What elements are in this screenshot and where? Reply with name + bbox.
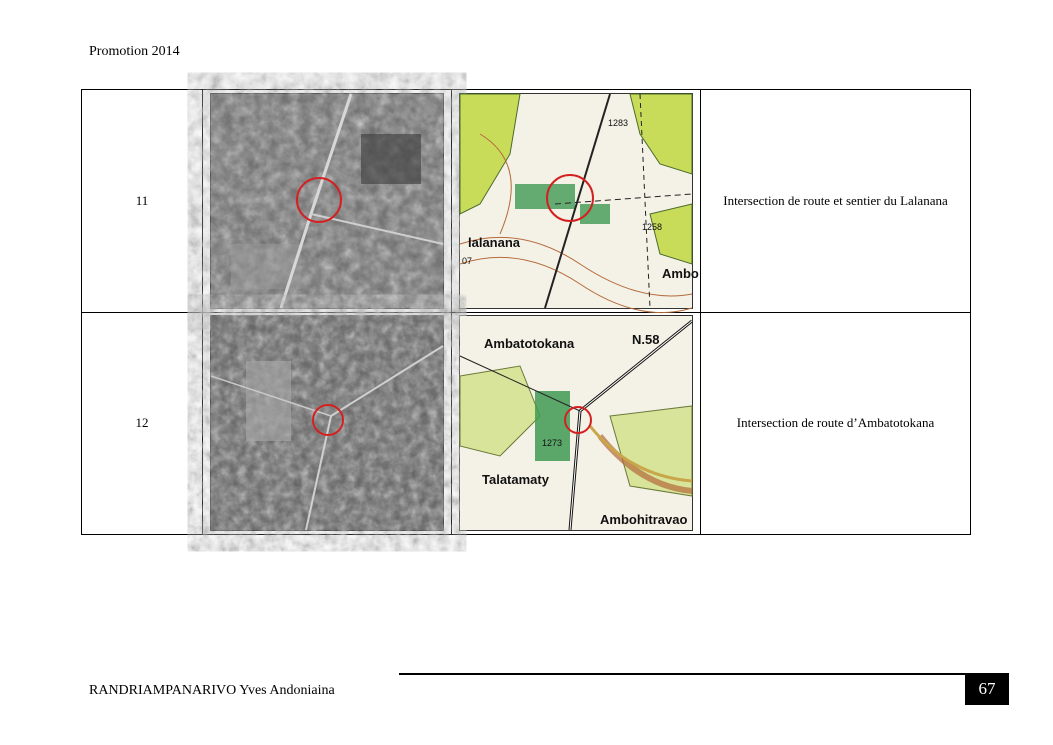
topographic-map [459,93,699,309]
map-label: 1258 [642,221,663,232]
topo-map-cell [452,312,701,535]
aerial-photo-cell [203,312,452,535]
point-description: Intersection de route et sentier du Lalanana [701,90,971,313]
map-label: Ambatotokana [484,336,575,352]
map-label: Talatamaty [482,472,549,488]
map-label: N.58 [632,332,660,348]
map-label: Ambohitravao [600,512,688,528]
map-label: 1283 [608,117,629,128]
map-label: Ambo [662,265,699,281]
point-number: 11 [82,90,203,313]
footer-author: RANDRIAMPANARIVO Yves Andoniaina [89,683,335,698]
map-label: lalanana [468,234,521,250]
page-number: 67 [965,673,1009,705]
footer-rule [399,673,965,675]
point-description: Intersection de route d’Ambatotokana [701,312,971,535]
table-row [82,312,971,535]
map-label: 07 [462,255,473,266]
table-row [82,90,971,313]
header-promotion: Promotion 2014 [89,44,180,59]
topo-map-cell [452,90,701,313]
aerial-photo [210,93,444,309]
map-label: 1273 [542,438,563,449]
topographic-map [459,315,693,531]
point-number: 12 [82,312,203,535]
ground-control-points-table [81,89,971,535]
aerial-photo [210,315,444,531]
aerial-photo-cell [203,90,452,313]
